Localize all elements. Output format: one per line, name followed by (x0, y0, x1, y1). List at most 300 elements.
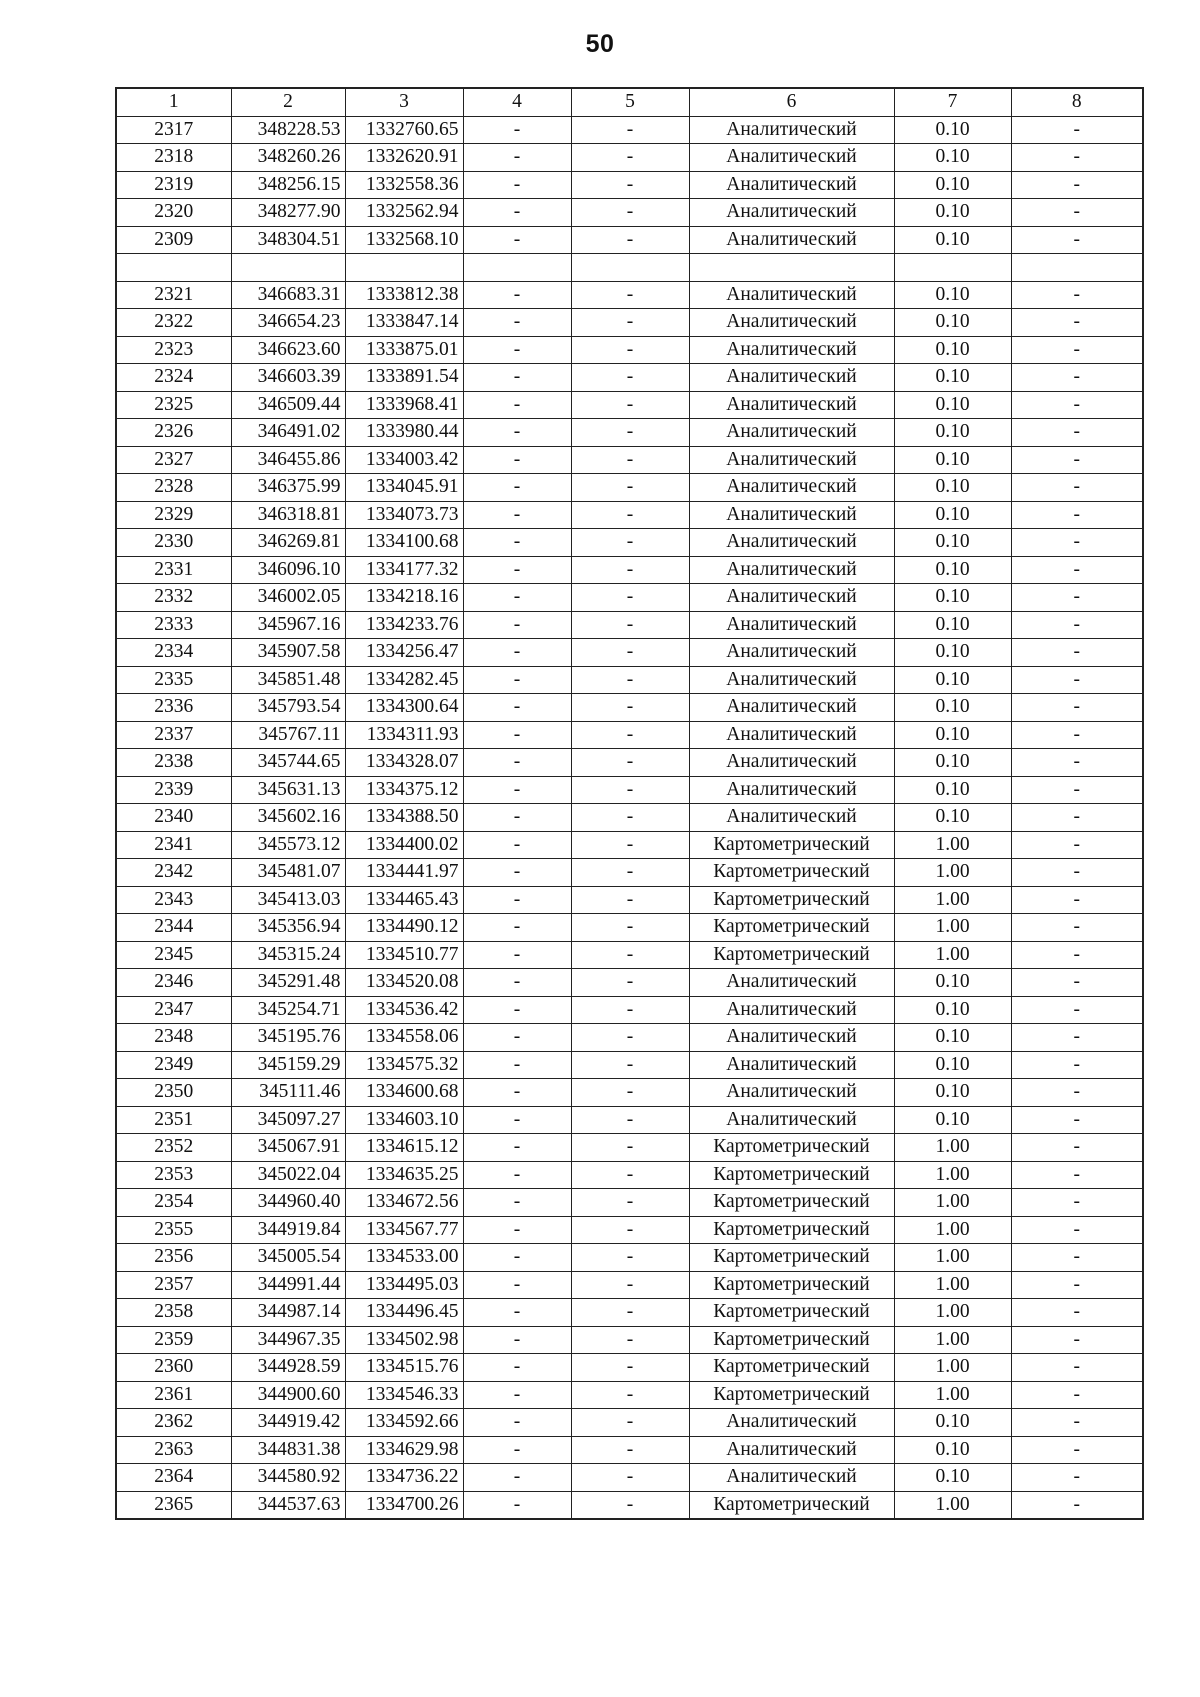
table-cell-col-6: Аналитический (689, 666, 894, 694)
table-cell-col-2: 344580.92 (231, 1464, 345, 1492)
table-cell-col-7: 0.10 (894, 1024, 1011, 1052)
table-cell-col-1: 2360 (116, 1354, 231, 1382)
table-cell-col-8: - (1011, 501, 1143, 529)
table-cell-col-3: 1334328.07 (345, 749, 463, 777)
table-cell-col-3: 1334603.10 (345, 1106, 463, 1134)
table-cell-col-5: - (571, 1024, 689, 1052)
table-cell-col-4: - (463, 914, 571, 942)
table-cell-col-7: 0.10 (894, 309, 1011, 337)
table-cell-col-5: - (571, 336, 689, 364)
table-cell-col-1: 2363 (116, 1436, 231, 1464)
table-row (116, 611, 1143, 639)
table-cell-col-5: - (571, 721, 689, 749)
table-cell-col-2: 344919.84 (231, 1216, 345, 1244)
table-cell-col-3: 1334520.08 (345, 969, 463, 997)
table-cell-col-8: - (1011, 749, 1143, 777)
table-cell-col-4: - (463, 611, 571, 639)
table-cell-col-2: 345254.71 (231, 996, 345, 1024)
table-cell-col-4: - (463, 1299, 571, 1327)
table-cell-col-1: 2333 (116, 611, 231, 639)
table-cell-col-7: 0.10 (894, 1409, 1011, 1437)
table-cell-col-4: - (463, 776, 571, 804)
table-cell-col-8: - (1011, 364, 1143, 392)
table-cell-col-7 (894, 254, 1011, 282)
table-cell-col-3: 1332760.65 (345, 116, 463, 144)
table-cell-col-2: 345291.48 (231, 969, 345, 997)
table-cell-col-8: - (1011, 831, 1143, 859)
table-cell-col-7: 0.10 (894, 1106, 1011, 1134)
table-cell-col-3: 1334575.32 (345, 1051, 463, 1079)
table-cell-col-5: - (571, 914, 689, 942)
table-cell-col-4: - (463, 1326, 571, 1354)
table-cell-col-5: - (571, 584, 689, 612)
table-cell-col-3: 1334536.42 (345, 996, 463, 1024)
column-header-4: 4 (463, 88, 571, 116)
table-cell-col-3: 1333980.44 (345, 419, 463, 447)
table-cell-col-4: - (463, 364, 571, 392)
table-cell-col-2: 346269.81 (231, 529, 345, 557)
table-cell-col-6: Аналитический (689, 1024, 894, 1052)
table-row (116, 1216, 1143, 1244)
table-cell-col-7: 1.00 (894, 1491, 1011, 1519)
table-cell-col-4: - (463, 749, 571, 777)
table-cell-col-2: 345573.12 (231, 831, 345, 859)
table-cell-col-5: - (571, 1216, 689, 1244)
table-cell-col-2: 345159.29 (231, 1051, 345, 1079)
table-cell-col-4: - (463, 1491, 571, 1519)
table-cell-col-7: 0.10 (894, 199, 1011, 227)
table-row (116, 1354, 1143, 1382)
table-cell-col-6: Аналитический (689, 226, 894, 254)
table-cell-col-1: 2335 (116, 666, 231, 694)
table-cell-col-4: - (463, 144, 571, 172)
table-cell-col-8: - (1011, 1189, 1143, 1217)
table-cell-col-1: 2325 (116, 391, 231, 419)
table-row (116, 364, 1143, 392)
table-row (116, 474, 1143, 502)
table-cell-col-6: Аналитический (689, 364, 894, 392)
table-cell-col-5: - (571, 831, 689, 859)
table-cell-col-4: - (463, 226, 571, 254)
table-cell-col-7: 0.10 (894, 226, 1011, 254)
table-cell-col-7: 0.10 (894, 419, 1011, 447)
table-cell-col-2: 345744.65 (231, 749, 345, 777)
table-cell-col-4: - (463, 1436, 571, 1464)
table-row (116, 1381, 1143, 1409)
table-cell-col-2: 346491.02 (231, 419, 345, 447)
column-header-5: 5 (571, 88, 689, 116)
table-cell-col-2: 345413.03 (231, 886, 345, 914)
table-cell-col-6: Картометрический (689, 1299, 894, 1327)
table-cell-col-4: - (463, 1079, 571, 1107)
table-cell-col-5: - (571, 199, 689, 227)
table-cell-col-5: - (571, 281, 689, 309)
table-cell-col-3 (345, 254, 463, 282)
table-row (116, 419, 1143, 447)
table-cell-col-1: 2319 (116, 171, 231, 199)
table-cell-col-2: 345022.04 (231, 1161, 345, 1189)
table-cell-col-3: 1334546.33 (345, 1381, 463, 1409)
table-cell-col-4: - (463, 886, 571, 914)
table-cell-col-6: Аналитический (689, 639, 894, 667)
table-cell-col-8: - (1011, 914, 1143, 942)
table-cell-col-1: 2326 (116, 419, 231, 447)
table-cell-col-3: 1333875.01 (345, 336, 463, 364)
table-cell-col-6: Аналитический (689, 1051, 894, 1079)
table-cell-col-5: - (571, 611, 689, 639)
table-cell-col-7: 0.10 (894, 556, 1011, 584)
table-row (116, 336, 1143, 364)
column-header-1: 1 (116, 88, 231, 116)
column-header-3: 3 (345, 88, 463, 116)
table-row (116, 281, 1143, 309)
table-cell-col-3: 1334218.16 (345, 584, 463, 612)
table-cell-col-4: - (463, 666, 571, 694)
table-cell-col-7: 1.00 (894, 1189, 1011, 1217)
table-cell-col-6: Аналитический (689, 1409, 894, 1437)
table-cell-col-7: 0.10 (894, 1436, 1011, 1464)
table-cell-col-8: - (1011, 446, 1143, 474)
table-cell-col-6: Аналитический (689, 529, 894, 557)
table-cell-col-8: - (1011, 144, 1143, 172)
table-cell-col-5: - (571, 501, 689, 529)
table-cell-col-7: 1.00 (894, 1326, 1011, 1354)
table-row (116, 941, 1143, 969)
table-cell-col-5: - (571, 886, 689, 914)
table-cell-col-8: - (1011, 309, 1143, 337)
table-cell-col-6: Аналитический (689, 309, 894, 337)
table-cell-col-4: - (463, 529, 571, 557)
table-cell-col-5: - (571, 144, 689, 172)
table-cell-col-8: - (1011, 1354, 1143, 1382)
table-cell-col-6: Аналитический (689, 116, 894, 144)
table-cell-col-6: Аналитический (689, 391, 894, 419)
table-cell-col-1: 2350 (116, 1079, 231, 1107)
table-cell-col-2: 344967.35 (231, 1326, 345, 1354)
page-number: 50 (585, 30, 615, 58)
table-cell-col-3: 1334496.45 (345, 1299, 463, 1327)
table-cell-col-6: Картометрический (689, 1244, 894, 1272)
table-cell-col-6: Картометрический (689, 1134, 894, 1162)
table-cell-col-6: Аналитический (689, 1436, 894, 1464)
table-cell-col-5: - (571, 1381, 689, 1409)
table-cell-col-6: Аналитический (689, 749, 894, 777)
table-cell-col-8: - (1011, 996, 1143, 1024)
column-header-2: 2 (231, 88, 345, 116)
table-cell-col-1: 2351 (116, 1106, 231, 1134)
table-cell-col-6: Аналитический (689, 419, 894, 447)
table-cell-col-8: - (1011, 1491, 1143, 1519)
table-cell-col-2: 348304.51 (231, 226, 345, 254)
table-row (116, 1491, 1143, 1519)
table-cell-col-1: 2323 (116, 336, 231, 364)
table-cell-col-8: - (1011, 419, 1143, 447)
table-cell-col-7: 0.10 (894, 1051, 1011, 1079)
table-row (116, 804, 1143, 832)
table-cell-col-7: 0.10 (894, 996, 1011, 1024)
table-cell-col-8: - (1011, 336, 1143, 364)
table-cell-col-3: 1334533.00 (345, 1244, 463, 1272)
table-cell-col-5: - (571, 1326, 689, 1354)
table-cell-col-1: 2353 (116, 1161, 231, 1189)
column-header-7: 7 (894, 88, 1011, 116)
table-cell-col-8: - (1011, 556, 1143, 584)
table-cell-col-2: 348256.15 (231, 171, 345, 199)
table-cell-col-6: Картометрический (689, 886, 894, 914)
table-row (116, 776, 1143, 804)
table-cell-col-6: Аналитический (689, 199, 894, 227)
table-cell-col-1: 2354 (116, 1189, 231, 1217)
table-cell-col-6: Аналитический (689, 584, 894, 612)
table-row (116, 749, 1143, 777)
table-cell-col-8: - (1011, 859, 1143, 887)
table-cell-col-5: - (571, 749, 689, 777)
table-cell-col-1: 2343 (116, 886, 231, 914)
table-cell-col-2: 344900.60 (231, 1381, 345, 1409)
table-cell-col-6: Аналитический (689, 144, 894, 172)
table-cell-col-5: - (571, 1244, 689, 1272)
table-cell-col-1: 2327 (116, 446, 231, 474)
table-cell-col-7: 0.10 (894, 281, 1011, 309)
table-cell-col-2: 346318.81 (231, 501, 345, 529)
table-cell-col-3: 1334700.26 (345, 1491, 463, 1519)
table-row (116, 501, 1143, 529)
table-row (116, 584, 1143, 612)
coordinates-table (115, 87, 1144, 1520)
table-row (116, 391, 1143, 419)
table-cell-col-2: 344928.59 (231, 1354, 345, 1382)
table-cell-col-1: 2362 (116, 1409, 231, 1437)
table-cell-col-2: 345067.91 (231, 1134, 345, 1162)
table-row (116, 969, 1143, 997)
table-cell-col-7: 1.00 (894, 1381, 1011, 1409)
table-cell-col-5: - (571, 1491, 689, 1519)
table-cell-col-5: - (571, 1106, 689, 1134)
table-cell-col-4: - (463, 446, 571, 474)
table-cell-col-2: 345356.94 (231, 914, 345, 942)
table-cell-col-4: - (463, 1244, 571, 1272)
table-cell-col-3: 1334233.76 (345, 611, 463, 639)
table-cell-col-1 (116, 254, 231, 282)
table-cell-col-5: - (571, 996, 689, 1024)
table-cell-col-4: - (463, 1216, 571, 1244)
table-cell-col-5: - (571, 391, 689, 419)
table-cell-col-6: Аналитический (689, 1079, 894, 1107)
table-cell-col-7: 1.00 (894, 886, 1011, 914)
table-cell-col-3: 1333812.38 (345, 281, 463, 309)
table-cell-col-2: 348260.26 (231, 144, 345, 172)
table-cell-col-2: 346603.39 (231, 364, 345, 392)
table-cell-col-2: 346375.99 (231, 474, 345, 502)
table-cell-col-2: 348228.53 (231, 116, 345, 144)
table-cell-col-3: 1334441.97 (345, 859, 463, 887)
table-cell-col-6: Аналитический (689, 996, 894, 1024)
table-body (116, 116, 1143, 1519)
table-row (116, 1244, 1143, 1272)
table-cell-col-4: - (463, 1409, 571, 1437)
table-cell-col-1: 2318 (116, 144, 231, 172)
table-cell-col-3: 1334510.77 (345, 941, 463, 969)
table-row (116, 666, 1143, 694)
table-header-row (116, 88, 1143, 116)
table-cell-col-4: - (463, 1381, 571, 1409)
table-cell-col-7: 0.10 (894, 529, 1011, 557)
table-cell-col-6: Аналитический (689, 171, 894, 199)
table-cell-col-3: 1334736.22 (345, 1464, 463, 1492)
table-row (116, 1271, 1143, 1299)
table-cell-col-1: 2329 (116, 501, 231, 529)
table-cell-col-8: - (1011, 584, 1143, 612)
table-cell-col-5: - (571, 529, 689, 557)
table-cell-col-6: Картометрический (689, 914, 894, 942)
table-cell-col-3: 1334073.73 (345, 501, 463, 529)
table-row (116, 1464, 1143, 1492)
table-row (116, 309, 1143, 337)
table-cell-col-7: 1.00 (894, 914, 1011, 942)
table-cell-col-8: - (1011, 804, 1143, 832)
table-cell-col-5: - (571, 1299, 689, 1327)
table-cell-col-1: 2356 (116, 1244, 231, 1272)
table-cell-col-4: - (463, 391, 571, 419)
table-cell-col-8: - (1011, 941, 1143, 969)
table-cell-col-8: - (1011, 1051, 1143, 1079)
table-cell-col-5: - (571, 1161, 689, 1189)
table-cell-col-6: Картометрический (689, 1381, 894, 1409)
table-cell-col-2: 345602.16 (231, 804, 345, 832)
table-cell-col-6: Аналитический (689, 804, 894, 832)
table-cell-col-2: 346002.05 (231, 584, 345, 612)
table-cell-col-8: - (1011, 1244, 1143, 1272)
table-row (116, 1051, 1143, 1079)
table-cell-col-1: 2348 (116, 1024, 231, 1052)
table-row (116, 886, 1143, 914)
table-row (116, 171, 1143, 199)
table-cell-col-1: 2341 (116, 831, 231, 859)
table-cell-col-7: 1.00 (894, 1134, 1011, 1162)
table-cell-col-8: - (1011, 1024, 1143, 1052)
table-cell-col-2: 345097.27 (231, 1106, 345, 1134)
table-cell-col-5: - (571, 1271, 689, 1299)
table-cell-col-2 (231, 254, 345, 282)
table-cell-col-4: - (463, 1134, 571, 1162)
table-cell-col-1: 2331 (116, 556, 231, 584)
table-cell-col-5: - (571, 1189, 689, 1217)
table-cell-col-7: 1.00 (894, 1216, 1011, 1244)
table-cell-col-3: 1332568.10 (345, 226, 463, 254)
table-cell-col-4: - (463, 941, 571, 969)
table-cell-col-5: - (571, 474, 689, 502)
table-cell-col-2: 344537.63 (231, 1491, 345, 1519)
table-cell-col-4: - (463, 1464, 571, 1492)
table-cell-col-8: - (1011, 886, 1143, 914)
table-cell-col-8: - (1011, 391, 1143, 419)
table-cell-col-7: 0.10 (894, 364, 1011, 392)
table-row (116, 996, 1143, 1024)
table-cell-col-3: 1332558.36 (345, 171, 463, 199)
table-cell-col-5: - (571, 446, 689, 474)
table-cell-col-3: 1334311.93 (345, 721, 463, 749)
table-cell-col-3: 1334495.03 (345, 1271, 463, 1299)
table-row (116, 1189, 1143, 1217)
table-cell-col-4: - (463, 309, 571, 337)
table-cell-col-5: - (571, 1134, 689, 1162)
table-cell-col-6: Картометрический (689, 1271, 894, 1299)
table-cell-col-4: - (463, 556, 571, 584)
table-cell-col-7: 0.10 (894, 116, 1011, 144)
table-row (116, 116, 1143, 144)
table-cell-col-6: Аналитический (689, 281, 894, 309)
table-cell-col-1: 2340 (116, 804, 231, 832)
table-cell-col-8: - (1011, 474, 1143, 502)
table-cell-col-4: - (463, 1106, 571, 1134)
table-cell-col-3: 1334592.66 (345, 1409, 463, 1437)
table-cell-col-1: 2336 (116, 694, 231, 722)
table-cell-col-6: Картометрический (689, 831, 894, 859)
table-cell-col-3: 1332620.91 (345, 144, 463, 172)
table-cell-col-1: 2309 (116, 226, 231, 254)
table-cell-col-8: - (1011, 171, 1143, 199)
table-cell-col-1: 2361 (116, 1381, 231, 1409)
table-row (116, 859, 1143, 887)
table-cell-col-6: Картометрический (689, 859, 894, 887)
table-cell-col-1: 2349 (116, 1051, 231, 1079)
table-row (116, 639, 1143, 667)
table-cell-col-4: - (463, 116, 571, 144)
table-cell-col-7: 0.10 (894, 639, 1011, 667)
table-cell-col-3: 1334465.43 (345, 886, 463, 914)
table-cell-col-5: - (571, 309, 689, 337)
table-cell-col-4: - (463, 419, 571, 447)
table-cell-col-1: 2344 (116, 914, 231, 942)
table-row (116, 446, 1143, 474)
table-cell-col-6: Аналитический (689, 776, 894, 804)
table-cell-col-8: - (1011, 666, 1143, 694)
table-cell-col-4: - (463, 584, 571, 612)
table-cell-col-3: 1334490.12 (345, 914, 463, 942)
table-cell-col-1: 2334 (116, 639, 231, 667)
table-cell-col-7: 1.00 (894, 1299, 1011, 1327)
table-cell-col-7: 1.00 (894, 941, 1011, 969)
table-cell-col-6: Аналитический (689, 556, 894, 584)
table-cell-col-6: Аналитический (689, 694, 894, 722)
table-cell-col-4: - (463, 501, 571, 529)
table-cell-col-3: 1334256.47 (345, 639, 463, 667)
table-cell-col-6: Картометрический (689, 1354, 894, 1382)
table-cell-col-8: - (1011, 639, 1143, 667)
table-cell-col-6: Картометрический (689, 1161, 894, 1189)
table-cell-col-5: - (571, 1409, 689, 1437)
table-cell-col-8: - (1011, 694, 1143, 722)
table-cell-col-8: - (1011, 199, 1143, 227)
table-cell-col-5: - (571, 556, 689, 584)
table-cell-col-7: 1.00 (894, 859, 1011, 887)
table-cell-col-6: Картометрический (689, 1326, 894, 1354)
table-cell-col-5: - (571, 639, 689, 667)
table-cell-col-7: 0.10 (894, 721, 1011, 749)
table-cell-col-8: - (1011, 1409, 1143, 1437)
table-cell-col-6: Аналитический (689, 501, 894, 529)
table-cell-col-3: 1334300.64 (345, 694, 463, 722)
table-cell-col-8: - (1011, 281, 1143, 309)
table-cell-col-3: 1334045.91 (345, 474, 463, 502)
table-cell-col-1: 2330 (116, 529, 231, 557)
table-row (116, 1106, 1143, 1134)
table-cell-col-2: 344831.38 (231, 1436, 345, 1464)
table-cell-col-5: - (571, 1079, 689, 1107)
table-cell-col-4: - (463, 1161, 571, 1189)
table-cell-col-4: - (463, 474, 571, 502)
table-cell-col-5 (571, 254, 689, 282)
